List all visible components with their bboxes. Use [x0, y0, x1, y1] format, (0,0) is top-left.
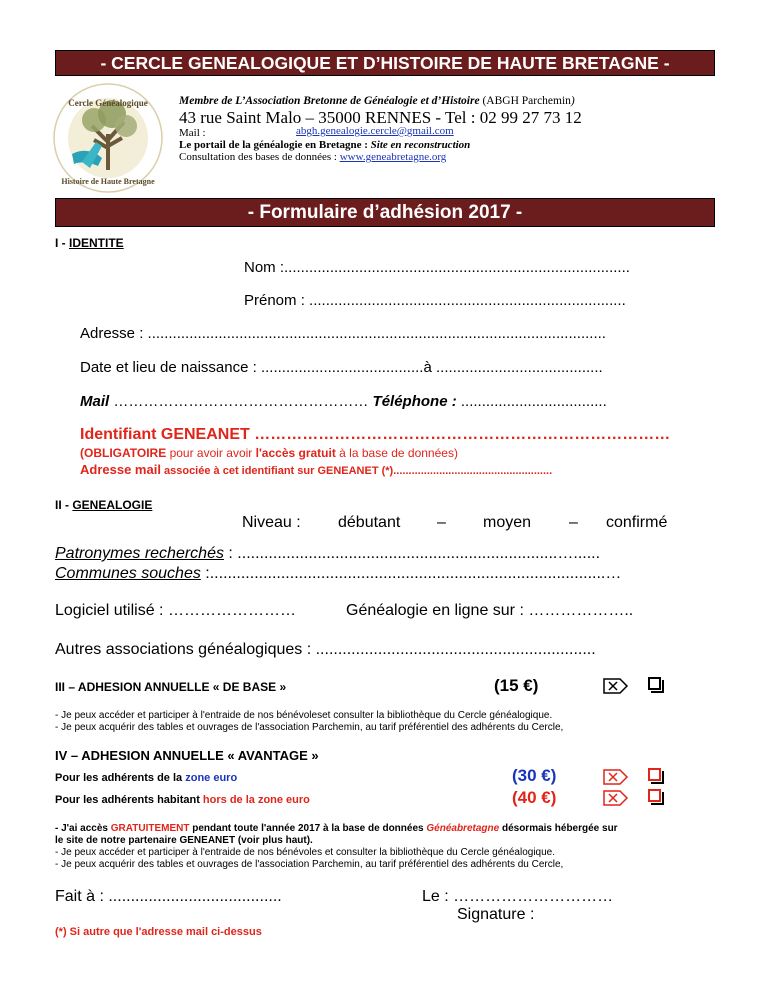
nom-field[interactable]: Nom :................................................................................... — [244, 259, 630, 276]
zone-euro-price: (30 €) — [512, 766, 557, 785]
logo-text-bottom: Histoire de Haute Bretagne — [61, 177, 155, 186]
avantage-benefit-2: - Je peux accéder et participer à l'entraide de nos bénévoles et consulter la bibliothèque du Cercle généalogique. — [55, 847, 556, 858]
consult-line: Consultation des bases de données : www.geneabretagne.org — [179, 151, 447, 163]
logo — [52, 82, 164, 194]
adhesion-avantage-heading: IV – ADHESION ANNUELLE « AVANTAGE » — [55, 748, 319, 763]
patronymes-field[interactable]: Patronymes recherchés : ........................................................................…...... — [55, 545, 601, 562]
prenom-field[interactable]: Prénom : ............................................................................ — [244, 292, 626, 309]
banner-title: - CERCLE GENEALOGIQUE ET D’HISTOIRE DE HAUTE BRETAGNE - — [100, 53, 670, 73]
naissance-field[interactable]: Date et lieu de naissance : .......................................à ........................................ — [80, 359, 603, 376]
checked-box-icon[interactable] — [603, 769, 629, 785]
adresse-field[interactable]: Adresse : .............................................................................................................. — [80, 325, 606, 342]
autres-associations-field[interactable]: Autres associations généalogiques : ............................................................... — [55, 641, 596, 658]
tel-field-label: Téléphone : — [372, 393, 457, 410]
obligatoire-note: (OBLIGATOIRE pour avoir avoir l'accès gratuit à la base de données) — [80, 446, 458, 460]
communes-field[interactable]: Communes souches :.........................................................................................… — [55, 565, 622, 582]
adresse-mail-geneanet-field[interactable]: Adresse mail associée à cet identifiant sur GENEANET (*).................................................... — [80, 462, 553, 477]
header-banner — [55, 50, 715, 76]
consult-link[interactable]: www.geneabretagne.org — [339, 151, 447, 163]
niveau-dash-2: – — [569, 514, 578, 531]
member-line: Membre de L’Association Bretonne de Généalogie et d’Histoire (ABGH Parchemin) — [179, 95, 575, 107]
logo-text-top: Cercle Généalogique — [68, 98, 148, 108]
adhesion-base-price: (15 €) — [494, 676, 539, 695]
checked-box-icon[interactable] — [603, 790, 629, 806]
mail-link[interactable]: abgh.genealogie.cercle@gmail.com — [296, 125, 454, 137]
logiciel-field[interactable]: Logiciel utilisé : …………………… — [55, 602, 296, 619]
avantage-benefit-1-cont: le site de notre partenaire GENEANET (voir plus haut). — [55, 835, 313, 846]
avantage-benefit-3: - Je peux acquérir des tables et ouvrages de l'association Parchemin, au tarif préférentiel des adhérents du Cercle, — [55, 859, 564, 870]
hors-zone-euro-price: (40 €) — [512, 788, 557, 807]
zone-euro-label: Pour les adhérents de la zone euro — [55, 772, 238, 784]
hors-zone-euro-label: Pour les adhérents habitant hors de la zone euro — [55, 794, 310, 806]
mail-label: Mail : — [179, 127, 206, 139]
fait-a-field[interactable]: Fait à : ....................................... — [55, 888, 282, 905]
niveau-debutant[interactable]: débutant — [338, 514, 401, 531]
niveau-confirme[interactable]: confirmé — [606, 514, 668, 531]
base-benefit-1: - Je peux accéder et participer à l'entraide de nos bénévoleset consulter la bibliothèque du Cercle généalogique. — [55, 710, 553, 721]
form-title: - Formulaire d’adhésion 2017 - — [247, 202, 523, 223]
mail-field-label: Mail — [80, 393, 110, 410]
address-line: 43 rue Saint Malo – 35000 RENNES - Tel : 02 99 27 73 12 — [179, 108, 582, 127]
base-benefit-2: - Je peux acquérir des tables et ouvrages de l'association Parchemin, au tarif préférentiel des adhérents du Cercle, — [55, 722, 564, 733]
portal-line: Le portail de la généalogie en Bretagne : Site en reconstruction — [179, 139, 471, 151]
form-title-banner — [55, 198, 715, 227]
mail-tel-line[interactable]: Mail …………………………………………… Téléphone : ................................... — [80, 393, 607, 410]
niveau-dash-1: – — [437, 514, 446, 531]
date-field[interactable]: Le : ………………………… — [422, 888, 614, 905]
signature-label: Signature : — [457, 906, 535, 923]
niveau-moyen[interactable]: moyen — [483, 514, 532, 531]
checkbox-icon[interactable] — [648, 789, 661, 802]
checkbox-icon[interactable] — [648, 677, 661, 690]
niveau-label: Niveau : — [242, 514, 301, 531]
en-ligne-field[interactable]: Généalogie en ligne sur : ……………….. — [346, 602, 634, 619]
footnote: (*) Si autre que l'adresse mail ci-dessus — [55, 926, 262, 938]
adhesion-base-heading: III – ADHESION ANNUELLE « DE BASE » — [55, 680, 287, 694]
section-genealogie-heading: II - GENEALOGIE — [55, 498, 153, 512]
checkbox-icon[interactable] — [648, 768, 661, 781]
section-identite-heading: I - IDENTITE — [55, 236, 124, 250]
geneanet-field[interactable]: Identifiant GENEANET …………………………………………………………………… — [80, 426, 671, 443]
checked-box-icon[interactable] — [603, 678, 629, 694]
avantage-benefit-1: - J'ai accès GRATUITEMENT pendant toute l'année 2017 à la base de données Généabretagne désormais hébergée sur — [55, 823, 618, 834]
